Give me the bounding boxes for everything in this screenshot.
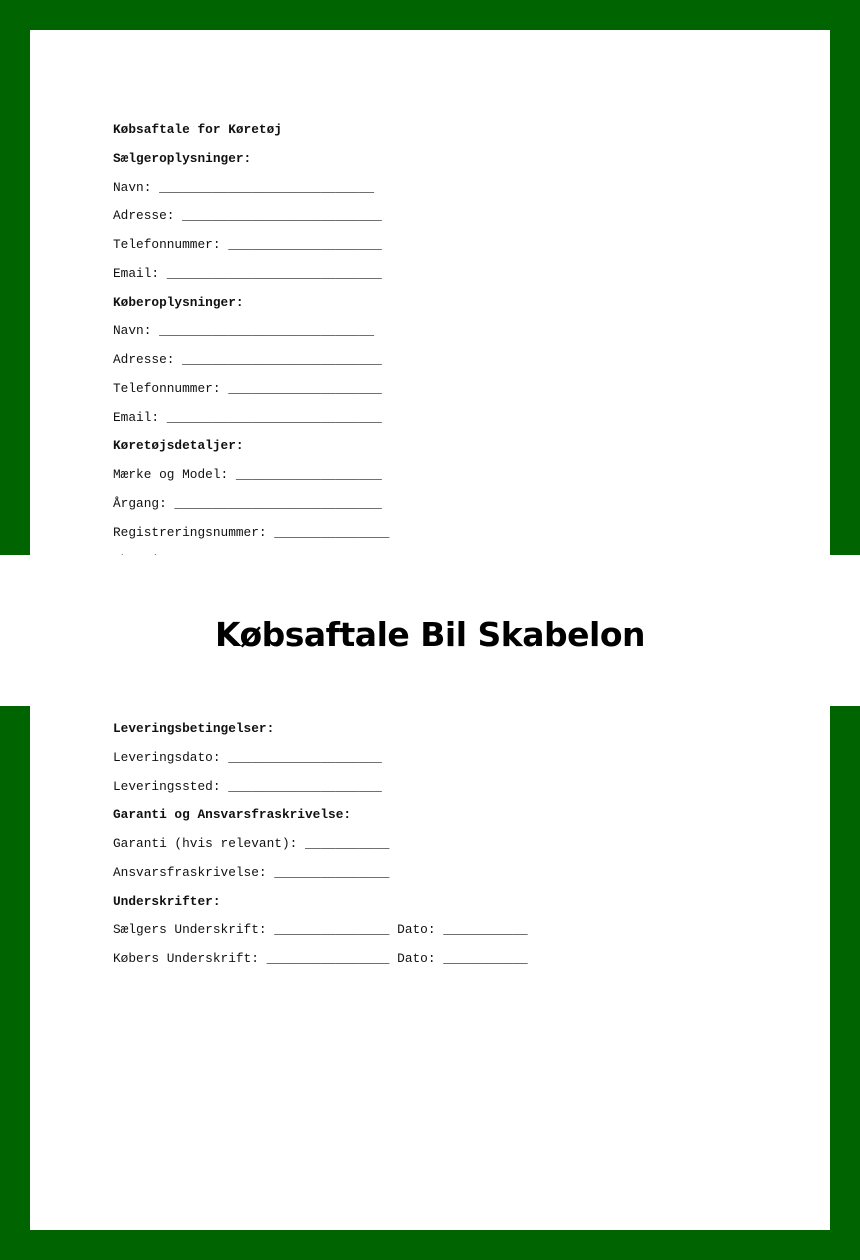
form-field-line: Leveringssted: ____________________ xyxy=(113,778,382,794)
section-heading: Garanti og Ansvarsfraskrivelse: xyxy=(113,807,352,823)
form-field-line: Adresse: __________________________ xyxy=(113,208,382,224)
section-heading: Købsaftale for Køretøj xyxy=(113,122,282,137)
form-field-line: Registreringsnummer: _______________ xyxy=(113,524,390,540)
form-field-line: Email: ____________________________ xyxy=(113,409,382,425)
document-lower-section xyxy=(113,715,528,974)
form-field-line: Adresse: __________________________ xyxy=(113,352,382,367)
form-field-line: Telefonnummer: ____________________ xyxy=(113,380,382,396)
document-upper-section xyxy=(113,116,389,576)
section-heading: Leveringsbetingelser: xyxy=(113,721,275,736)
section-heading: Sælgeroplysninger: xyxy=(113,150,252,166)
section-heading: Køretøjsdetaljer: xyxy=(113,438,244,454)
form-field-line: Ansvarsfraskrivelse: _______________ xyxy=(113,864,390,880)
form-field-line: Garanti (hvis relevant): ___________ xyxy=(113,836,390,851)
banner-title: Købsaftale Bil Skabelon xyxy=(214,615,645,654)
form-field-line: Leveringsdato: ____________________ xyxy=(113,749,382,765)
form-field-line: Sælgers Underskrift: _______________ Dato: ___________ xyxy=(113,922,528,938)
section-heading: Underskrifter: xyxy=(113,893,221,909)
title-banner xyxy=(0,555,860,706)
form-field-line: Købers Underskrift: ________________ Dato: ___________ xyxy=(113,951,528,966)
form-field-line: Email: ____________________________ xyxy=(113,265,382,281)
form-field-line: Årgang: ___________________________ xyxy=(113,495,382,511)
form-field-line: Telefonnummer: ____________________ xyxy=(113,237,382,252)
form-field-line: Navn: ____________________________ xyxy=(113,179,375,195)
form-field-line: Navn: ____________________________ xyxy=(113,323,375,339)
section-heading: Køberoplysninger: xyxy=(113,294,244,310)
form-field-line: Mærke og Model: ___________________ xyxy=(113,467,382,482)
